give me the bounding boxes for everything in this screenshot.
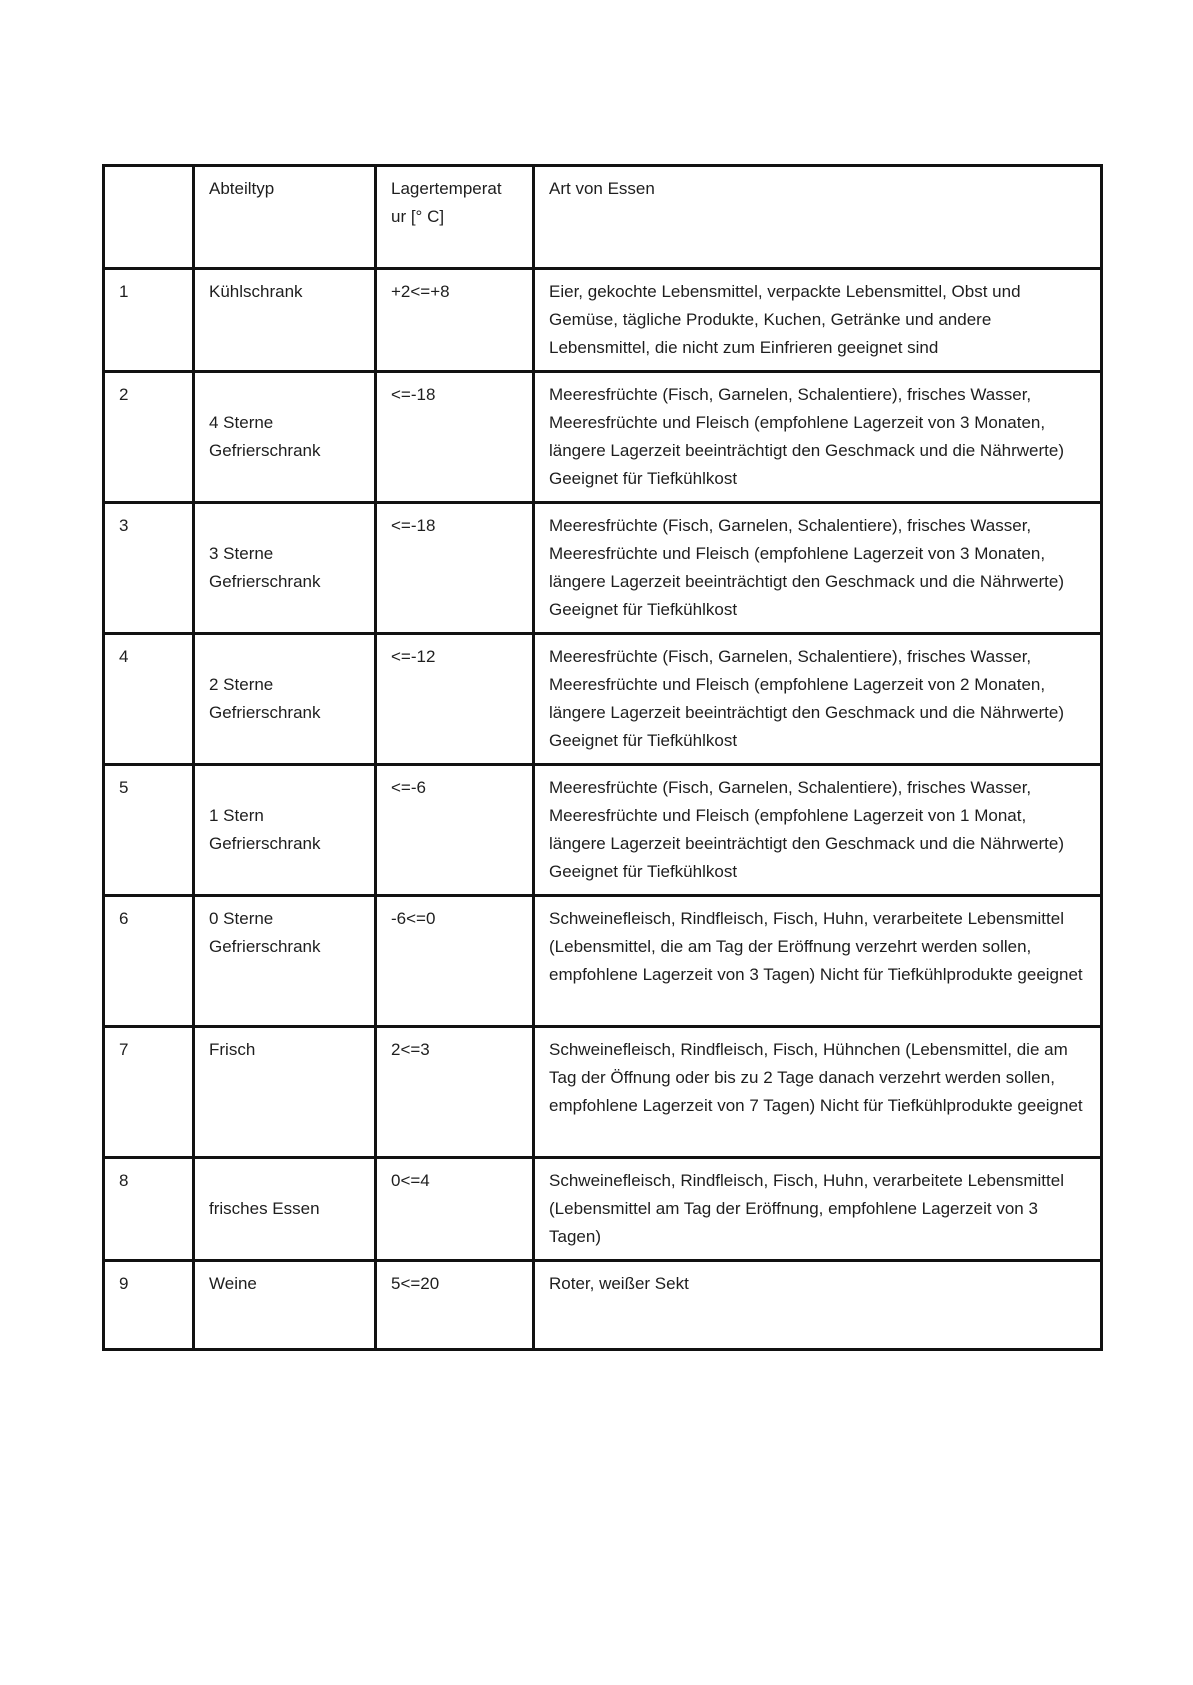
table-row [104, 1261, 1102, 1350]
storage-temperature: 5<=20 [376, 1261, 534, 1350]
food-description: Schweinefleisch, Rindfleisch, Fisch, Huhn, verarbeitete Lebensmittel (Lebensmittel, die am Tag der Eröffnung verzehrt werden sollen, empfohlene Lagerzeit von 3 Tagen) Nicht für Tiefkühlprodukte geeignet [534, 896, 1102, 1027]
compartment-type: Frisch [194, 1027, 376, 1158]
food-description: Meeresfrüchte (Fisch, Garnelen, Schalentiere), frisches Wasser, Meeresfrüchte und Fleisch (empfohlene Lagerzeit von 2 Monaten, längere Lagerzeit beeinträchtigt den Geschmack und die Nährwerte) Geeignet für Tiefkühlkost [534, 634, 1102, 765]
header-food-type: Art von Essen [534, 166, 1102, 269]
storage-temperature: 0<=4 [376, 1158, 534, 1261]
table-row [104, 765, 1102, 896]
compartment-type: 2 Sterne Gefrierschrank [209, 675, 321, 722]
table-row [104, 896, 1102, 1027]
row-number: 4 [104, 634, 194, 765]
row-number: 6 [104, 896, 194, 1027]
compartment-type: Weine [194, 1261, 376, 1350]
food-description: Meeresfrüchte (Fisch, Garnelen, Schalentiere), frisches Wasser, Meeresfrüchte und Fleisch (empfohlene Lagerzeit von 3 Monaten, längere Lagerzeit beeinträchtigt den Geschmack und die Nährwerte) Geeignet für Tiefkühlkost [534, 503, 1102, 634]
compartment-type: 1 Stern Gefrierschrank [209, 806, 321, 853]
storage-temperature: <=-18 [376, 503, 534, 634]
compartment-type-cell [194, 372, 376, 503]
table-row [104, 503, 1102, 634]
storage-table [102, 164, 1103, 1351]
storage-temperature: <=-12 [376, 634, 534, 765]
header-number [104, 166, 194, 269]
row-number: 2 [104, 372, 194, 503]
row-number: 8 [104, 1158, 194, 1261]
food-description: Roter, weißer Sekt [534, 1261, 1102, 1350]
compartment-type-cell [194, 765, 376, 896]
food-description: Eier, gekochte Lebensmittel, verpackte Lebensmittel, Obst und Gemüse, tägliche Produkte, Kuchen, Getränke und andere Lebensmittel, die nicht zum Einfrieren geeignet sind [534, 269, 1102, 372]
table-row [104, 634, 1102, 765]
food-description: Meeresfrüchte (Fisch, Garnelen, Schalentiere), frisches Wasser, Meeresfrüchte und Fleisch (empfohlene Lagerzeit von 1 Monat, längere Lagerzeit beeinträchtigt den Geschmack und die Nährwerte) Geeignet für Tiefkühlkost [534, 765, 1102, 896]
table-row [104, 1158, 1102, 1261]
compartment-type: Kühlschrank [194, 269, 376, 372]
table-row [104, 372, 1102, 503]
row-number: 9 [104, 1261, 194, 1350]
compartment-type: 4 Sterne Gefrierschrank [209, 413, 321, 460]
header-storage-temperature: Lagertemperat ur [° C] [376, 166, 534, 269]
compartment-type: 0 Sterne Gefrierschrank [194, 896, 376, 1027]
table-header-row [104, 166, 1102, 269]
header-compartment-type: Abteiltyp [194, 166, 376, 269]
row-number: 5 [104, 765, 194, 896]
food-description: Schweinefleisch, Rindfleisch, Fisch, Huhn, verarbeitete Lebensmittel (Lebensmittel am Tag der Eröffnung, empfohlene Lagerzeit von 3 Tagen) [534, 1158, 1102, 1261]
compartment-type: frisches Essen [209, 1199, 320, 1218]
compartment-type: 3 Sterne Gefrierschrank [209, 544, 321, 591]
row-number: 7 [104, 1027, 194, 1158]
row-number: 1 [104, 269, 194, 372]
storage-temperature: +2<=+8 [376, 269, 534, 372]
storage-temperature: <=-6 [376, 765, 534, 896]
compartment-type-cell [194, 1158, 376, 1261]
compartment-type-cell [194, 634, 376, 765]
row-number: 3 [104, 503, 194, 634]
storage-temperature: <=-18 [376, 372, 534, 503]
compartment-type-cell [194, 503, 376, 634]
food-description: Schweinefleisch, Rindfleisch, Fisch, Hühnchen (Lebensmittel, die am Tag der Öffnung oder bis zu 2 Tage danach verzehrt werden sollen, empfohlene Lagerzeit von 7 Tagen) Nicht für Tiefkühlprodukte geeignet [534, 1027, 1102, 1158]
table-row [104, 1027, 1102, 1158]
table-row [104, 269, 1102, 372]
storage-temperature: -6<=0 [376, 896, 534, 1027]
food-description: Meeresfrüchte (Fisch, Garnelen, Schalentiere), frisches Wasser, Meeresfrüchte und Fleisch (empfohlene Lagerzeit von 3 Monaten, längere Lagerzeit beeinträchtigt den Geschmack und die Nährwerte) Geeignet für Tiefkühlkost [534, 372, 1102, 503]
storage-temperature: 2<=3 [376, 1027, 534, 1158]
